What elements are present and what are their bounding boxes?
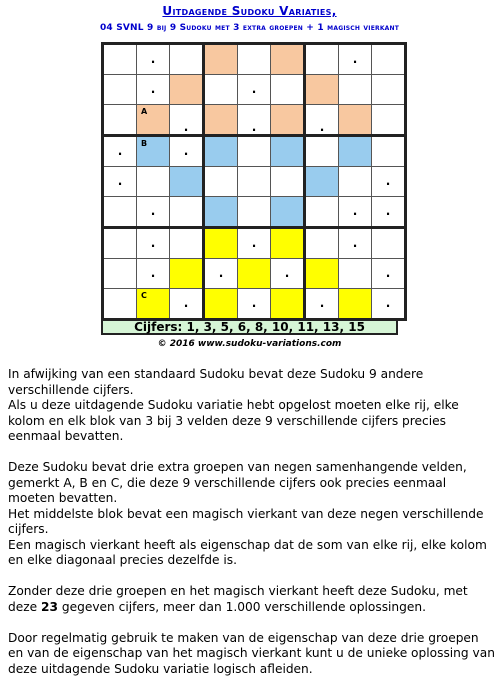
grid-cell[interactable] <box>170 105 204 136</box>
grid-cell[interactable] <box>170 75 204 105</box>
grid-cell[interactable] <box>305 44 339 75</box>
grid-cell[interactable] <box>339 259 372 289</box>
grid-cell[interactable] <box>372 289 406 320</box>
grid-row <box>103 136 406 167</box>
grid-cell[interactable] <box>271 289 305 320</box>
paragraph: Deze Sudoku bevat drie extra groepen van negen samenhangende velden, gemerkt A, B en C, die deze 9 verschillende cijfers ook precies eenmaal moeten bevatten. <box>8 460 467 505</box>
grid-cell[interactable] <box>204 259 238 289</box>
grid-cell[interactable] <box>204 136 238 167</box>
grid-row <box>103 259 406 289</box>
grid-cell[interactable] <box>204 75 238 105</box>
grid-cell[interactable] <box>103 259 137 289</box>
grid-cell[interactable] <box>305 167 339 197</box>
grid-cell[interactable] <box>238 75 271 105</box>
grid-cell[interactable] <box>238 228 271 259</box>
grid-cell[interactable] <box>170 289 204 320</box>
dot-marker: . <box>183 120 189 134</box>
copyright: © 2016 www.sudoku-variations.com <box>157 339 342 349</box>
grid-cell[interactable] <box>305 197 339 228</box>
dot-marker: . <box>251 82 257 96</box>
grid-row <box>103 167 406 197</box>
instructions <box>8 367 496 693</box>
grid-cell[interactable] <box>271 259 305 289</box>
grid-row <box>103 75 406 105</box>
group-letter: B <box>141 139 148 148</box>
dot-marker: . <box>150 52 156 66</box>
paragraph <box>8 584 496 615</box>
grid-cell[interactable] <box>271 75 305 105</box>
grid-cell[interactable] <box>238 44 271 75</box>
grid-cell[interactable] <box>339 197 372 228</box>
group-letter: A <box>141 107 148 116</box>
grid-cell[interactable] <box>372 167 406 197</box>
dot-marker: . <box>352 236 358 250</box>
grid-cell[interactable] <box>137 167 170 197</box>
grid-cell[interactable] <box>137 105 170 136</box>
dot-marker: . <box>251 236 257 250</box>
grid-cell[interactable] <box>103 75 137 105</box>
grid-cell[interactable] <box>238 136 271 167</box>
grid-cell[interactable] <box>103 289 137 320</box>
grid-cell[interactable] <box>170 44 204 75</box>
dot-marker: . <box>319 296 325 310</box>
grid-cell[interactable] <box>137 197 170 228</box>
grid-cell[interactable] <box>339 228 372 259</box>
paragraph: Een magisch vierkant heeft als eigenschap dat de som van elke rij, elke kolom en elke diagonaal precies dezelfde is. <box>8 537 487 567</box>
sudoku-grid <box>101 42 407 321</box>
grid-cell[interactable] <box>103 197 137 228</box>
grid-cell[interactable] <box>238 259 271 289</box>
dot-marker: . <box>150 236 156 250</box>
grid-cell[interactable] <box>204 167 238 197</box>
grid-cell[interactable] <box>170 136 204 167</box>
paragraph: Als u deze uitdagende Sudoku variatie hebt opgelost moeten elke rij, elke kolom en elk blok van 3 bij 3 velden deze 9 verschillende cijfers precies eenmaal bevatten. <box>8 398 459 443</box>
dot-marker: . <box>284 266 290 280</box>
grid-cell[interactable] <box>103 136 137 167</box>
dot-marker: . <box>117 144 123 158</box>
grid-cell[interactable] <box>372 228 406 259</box>
grid-row <box>103 44 406 75</box>
grid-cell[interactable] <box>372 44 406 75</box>
grid-cell[interactable] <box>170 197 204 228</box>
grid-cell[interactable] <box>339 136 372 167</box>
grid-cell[interactable] <box>271 105 305 136</box>
dot-marker: . <box>352 52 358 66</box>
grid-cell[interactable] <box>137 44 170 75</box>
grid-cell[interactable] <box>339 289 372 320</box>
grid-cell[interactable] <box>271 197 305 228</box>
dot-marker: . <box>319 120 325 134</box>
grid-cell[interactable] <box>305 136 339 167</box>
grid-cell[interactable] <box>137 289 170 320</box>
dot-marker: . <box>150 82 156 96</box>
dot-marker: . <box>150 204 156 218</box>
grid-cell[interactable] <box>271 228 305 259</box>
given-count: 23 <box>41 599 58 614</box>
paragraph: In afwijking van een standaard Sudoku bevat deze Sudoku 9 andere verschillende cijfers. <box>8 367 424 397</box>
dot-marker: . <box>251 296 257 310</box>
grid-cell[interactable] <box>103 44 137 75</box>
grid-row <box>103 228 406 259</box>
grid-cell[interactable] <box>339 167 372 197</box>
digits-legend: Cijfers: 1, 3, 5, 6, 8, 10, 11, 13, 15 <box>101 319 398 335</box>
dot-marker: . <box>385 174 391 188</box>
grid-cell[interactable] <box>305 289 339 320</box>
grid-row <box>103 105 406 136</box>
grid-cell[interactable] <box>204 228 238 259</box>
grid-cell[interactable] <box>137 228 170 259</box>
grid-row <box>103 197 406 228</box>
grid-cell[interactable] <box>305 105 339 136</box>
grid-cell[interactable] <box>137 136 170 167</box>
grid-cell[interactable] <box>305 259 339 289</box>
grid-cell[interactable] <box>103 105 137 136</box>
grid-cell[interactable] <box>238 105 271 136</box>
group-letter: C <box>141 291 147 300</box>
text-span: gegeven cijfers, meer dan 1.000 verschillende oplossingen. <box>57 599 426 614</box>
page-title: Uitdagende Sudoku Variaties, <box>162 4 337 18</box>
text-span: Zonder deze drie groepen en het magisch vierkant heeft deze Sudoku, met deze <box>8 584 468 614</box>
dot-marker: . <box>352 204 358 218</box>
grid-cell[interactable] <box>372 75 406 105</box>
page-subtitle: 04 SVNL 9 bij 9 Sudoku met 3 extra groepen + 1 magisch vierkant <box>99 23 400 33</box>
dot-marker: . <box>150 266 156 280</box>
grid-cell[interactable] <box>339 105 372 136</box>
grid-cell[interactable] <box>103 228 137 259</box>
grid-cell[interactable] <box>271 44 305 75</box>
grid-cell[interactable] <box>238 289 271 320</box>
paragraph: Door regelmatig gebruik te maken van de eigenschap van deze drie groepen en van de eigenschap van het magisch vierkant kunt u de unieke oplossing van deze uitdagende Sudoku variatie logisch afleiden. <box>8 630 495 676</box>
grid-cell[interactable] <box>137 75 170 105</box>
grid-cell[interactable] <box>339 75 372 105</box>
sudoku-grid-container <box>101 42 398 319</box>
dot-marker: . <box>251 120 257 134</box>
grid-row <box>103 289 406 320</box>
grid-cell[interactable] <box>170 228 204 259</box>
grid-cell[interactable] <box>204 44 238 75</box>
grid-cell[interactable] <box>204 197 238 228</box>
grid-cell[interactable] <box>238 167 271 197</box>
grid-cell[interactable] <box>339 44 372 75</box>
grid-cell[interactable] <box>170 259 204 289</box>
grid-cell[interactable] <box>271 167 305 197</box>
dot-marker: . <box>385 204 391 218</box>
grid-cell[interactable] <box>204 105 238 136</box>
grid-cell[interactable] <box>372 136 406 167</box>
grid-cell[interactable] <box>137 259 170 289</box>
grid-cell[interactable] <box>170 167 204 197</box>
dot-marker: . <box>385 266 391 280</box>
dot-marker: . <box>183 144 189 158</box>
dot-marker: . <box>218 266 224 280</box>
grid-cell[interactable] <box>372 197 406 228</box>
grid-cell[interactable] <box>305 75 339 105</box>
dot-marker: . <box>183 296 189 310</box>
grid-cell[interactable] <box>305 228 339 259</box>
dot-marker: . <box>385 296 391 310</box>
grid-cell[interactable] <box>204 289 238 320</box>
grid-cell[interactable] <box>103 167 137 197</box>
paragraph: Het middelste blok bevat een magisch vierkant van deze negen verschillende cijfers. <box>8 506 484 536</box>
grid-cell[interactable] <box>271 136 305 167</box>
grid-cell[interactable] <box>372 105 406 136</box>
grid-cell[interactable] <box>238 197 271 228</box>
grid-cell[interactable] <box>372 259 406 289</box>
dot-marker: . <box>117 174 123 188</box>
